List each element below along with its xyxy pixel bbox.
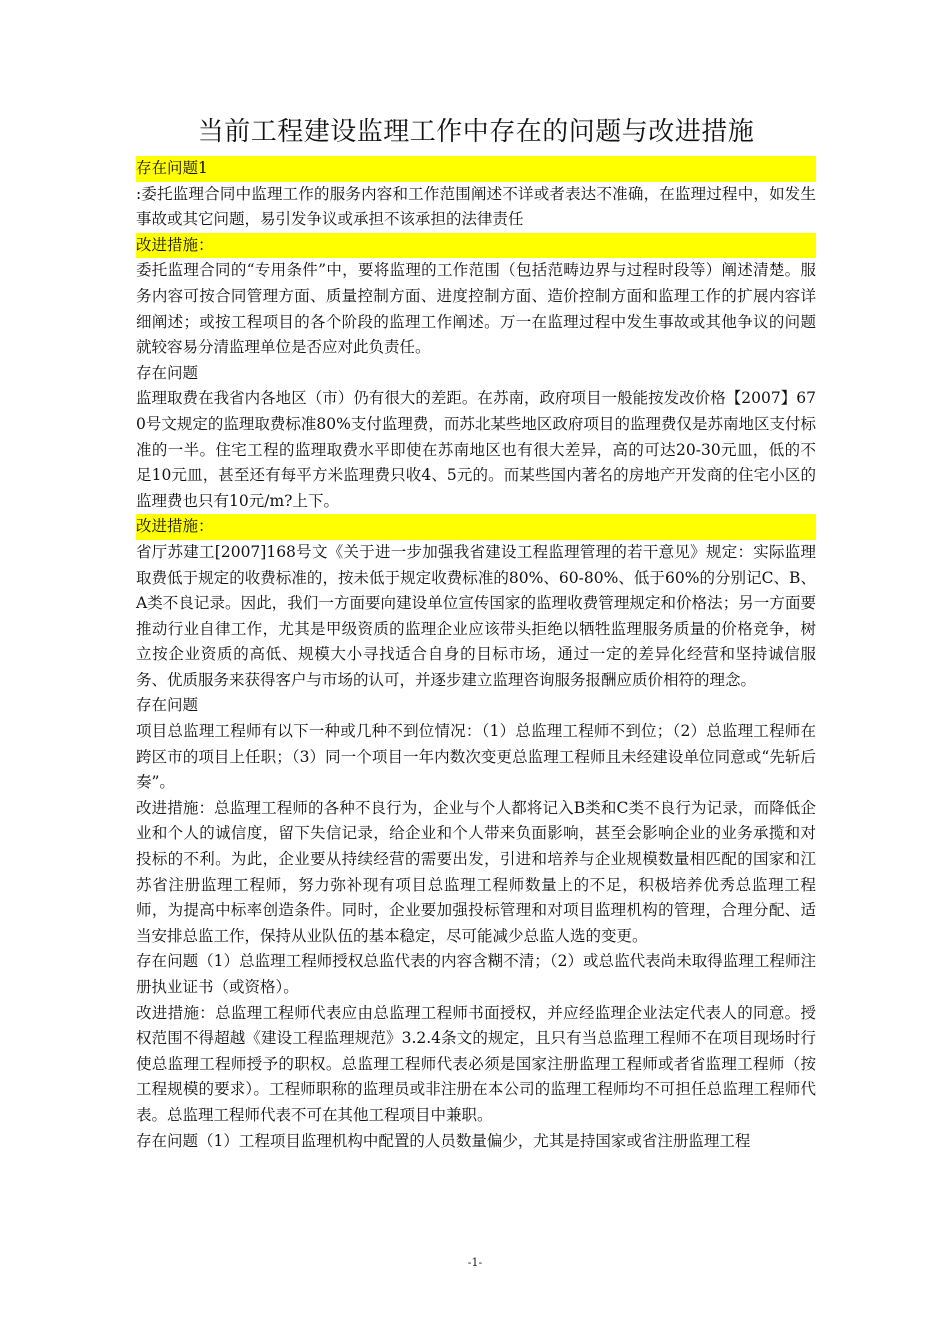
issue-1-body: :委托监理合同中监理工作的服务内容和工作范围阐述不详或者表达不准确，在监理过程中，如发生事故或其它问题，易引发争议或承担不该承担的法律责任 bbox=[136, 184, 816, 229]
issue-4-body: 存在问题（1）总监理工程师授权总监代表的内容含糊不清；（2）或总监代表尚未取得监理工程师注册执业证书（或资格）。 bbox=[136, 952, 816, 996]
issue-3-body: 项目总监理工程师有以下一种或几种不到位情况：（1）总监理工程师不到位；（2）总监理工程师在跨区市的项目上任职；（3）同一个项目一年内数次变更总监理工程师且未经建设单位同意或“先斩后奏”。 bbox=[136, 722, 816, 792]
issue-5-body: 存在问题（1）工程项目监理机构中配置的人员数量偏少，尤其是持国家或省注册监理工程 bbox=[136, 1131, 751, 1150]
measure-4-body: 改进措施：总监理工程师代表应由总监理工程师书面授权，并应经监理企业法定代表人的同意。授权范围不得超越《建设工程监理规范》3.2.4条文的规定，且只有当总监理工程师不在项目现场时行使总监理工程师授予的职权。总监理工程师代表必须是国家注册监理工程师或者省监理工程师（按工程规模的要求）。工程师职称的监理员或非注册在本公司的监理工程师均不可担任总监理工程师代表。总监理工程师代表不可在其他工程项目中兼职。 bbox=[136, 1003, 816, 1124]
measure-2-heading: 改进措施： bbox=[136, 514, 816, 540]
issue-2-heading: 存在问题 bbox=[136, 363, 199, 382]
issue-1-heading: 存在问题1 bbox=[136, 156, 816, 182]
document-title: 当前工程建设监理工作中存在的问题与改进措施 bbox=[197, 117, 755, 147]
measure-2-body: 省厅苏建工[2007]168号文《关于进一步加强我省建设工程监理管理的若干意见》规定：实际监理取费低于规定的收费标准的，按未低于规定收费标准的80%、60-80%、低于60%的分别记C、B、A类不良记录。因此，我们一方面要向建设单位宣传国家的监理收费管理规定和价格法；另一方面要推动行业自律工作，尤其是甲级资质的监理企业应该带头拒绝以牺牲监理服务质量的价格竞争，树立按企业资质的高低、规模大小寻找适合自身的目标市场，通过一定的差异化经营和坚持诚信服务、优质服务来获得客户与市场的认可，并逐步建立监理咨询服务报酬应质价相符的理念。 bbox=[136, 542, 816, 689]
issue-2-body: 监理取费在我省内各地区（市）仍有很大的差距。在苏南，政府项目一般能按发改价格【2007】670号文规定的监理取费标准80%支付监理费，而苏北某些地区政府项目的监理费仅是苏南地区支付标准的一半。住宅工程的监理取费水平即使在苏南地区也有很大差异，高的可达20-30元皿，低的不足10元皿，甚至还有每平方米监理费只收4、5元的。而某些国内著名的房地产开发商的住宅小区的监理费也只有10元/m?上下。 bbox=[136, 389, 816, 510]
document-page bbox=[136, 112, 816, 1154]
measure-1-body: 委托监理合同的“专用条件”中，要将监理的工作范围（包括范畴边界与过程时段等）阐述清楚。服务内容可按合同管理方面、质量控制方面、进度控制方面、造价控制方面和监理工作的扩展内容详细阐述；或按工程项目的各个阶段的监理工作阐述。万一在监理过程中发生事故或其他争议的问题就较容易分清监理单位是否应对此负责任。 bbox=[136, 261, 816, 357]
issue-3-heading: 存在问题 bbox=[136, 696, 199, 715]
page-number: -1- bbox=[467, 1256, 483, 1269]
measure-3-body: 改进措施：总监理工程师的各种不良行为，企业与个人都将记入B类和C类不良行为记录，而降低企业和个人的诚信度，留下失信记录，给企业和个人带来负面影响，甚至会影响企业的业务承揽和对投标的不利。为此，企业要从持续经营的需要出发，引进和培养与企业规模数量相匹配的国家和江苏省注册监理工程师，努力弥补现有项目总监理工程师数量上的不足，积极培养优秀总监理工程师，为提高中标率创造条件。同时，企业要加强投标管理和对项目监理机构的管理，合理分配、适当安排总监工作，保持从业队伍的基本稳定，尽可能减少总监人选的变更。 bbox=[136, 798, 816, 945]
measure-1-heading: 改进措施： bbox=[136, 233, 816, 259]
